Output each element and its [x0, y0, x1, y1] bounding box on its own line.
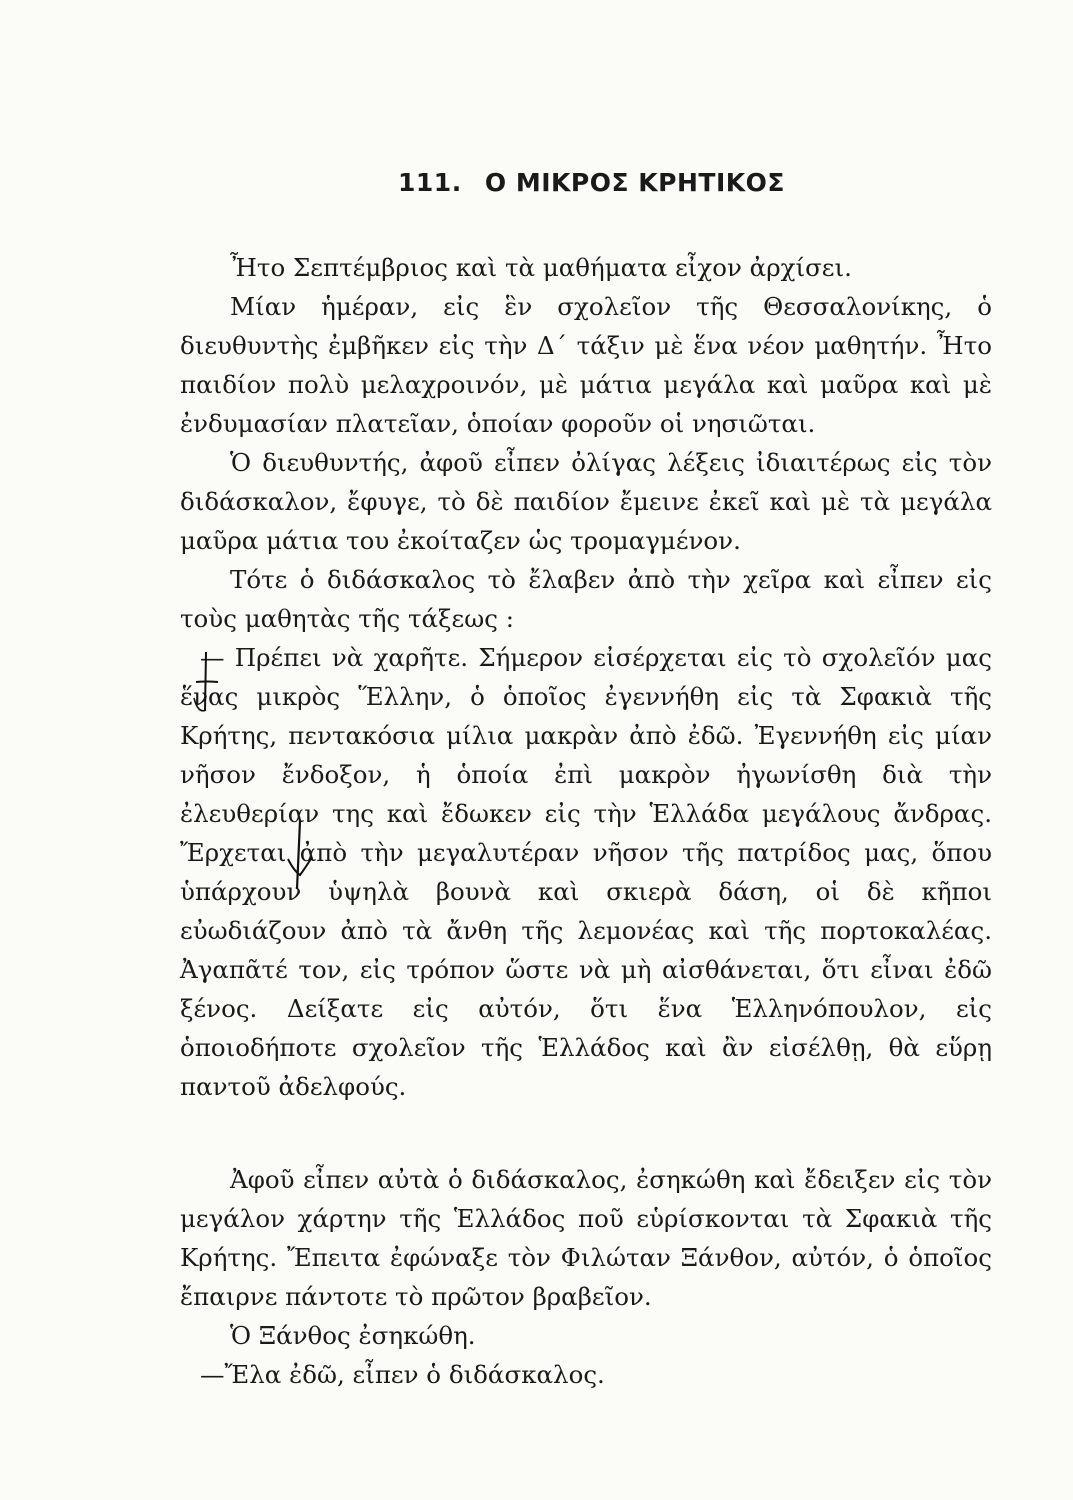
paragraph-8: —Ἔλα ἐδῶ, εἶπεν ὁ διδάσκαλος.	[200, 1360, 605, 1389]
chapter-heading	[0, 168, 1073, 197]
body-text-continued	[180, 1160, 992, 1394]
paragraph-4: Τότε ὁ διδάσκαλος τὸ ἔλαβεν ἀπὸ τὴν χεῖρα καὶ εἶπεν εἰς τοὺς μαθητὰς τῆς τάξεως :	[180, 565, 992, 633]
paragraph-1: Ἦτο Σεπτέμβριος καὶ τὰ μαθήματα εἶχον ἀρχίσει.	[230, 253, 852, 282]
paragraph-speech: — Πρέπει νὰ χαρῆτε. Σήμερον εἰσέρχεται εἰς τὸ σχολεῖόν μας ἕνας μικρὸς Ἕλλην, ὁ ὁποῖος ἐγεννήθη εἰς τὰ Σφακιὰ τῆς Κρήτης, πεντακόσια μίλια μακρὰν ἀπὸ ἐδῶ. Ἐγεννήθη εἰς μίαν νῆσον ἔνδοξον, ἡ ὁποία ἐπὶ μακρὸν ἠγωνίσθη διὰ τὴν ἐλευθερίαν της καὶ ἔδωκεν εἰς τὴν Ἑλλάδα μεγάλους ἄνδρας. Ἔρχεται ἀπὸ τὴν μεγαλυτέραν νῆσον τῆς πατρίδος μας, ὅπου ὑπάρχουν ὑψηλὰ βουνὰ καὶ σκιερὰ δάση, οἱ δὲ κῆποι εὐωδιάζουν ἀπὸ τὰ ἄνθη τῆς λεμονέας καὶ τῆς πορτοκαλέας. Ἀγαπᾶτέ τον, εἰς τρόπον ὥστε νὰ μὴ αἰσθάνεται, ὅτι εἶναι ἐδῶ ξένος. Δείξατε εἰς αὐτόν, ὅτι ἕνα Ἑλληνόπουλον, εἰς ὁποιοδήποτε σχολεῖον τῆς Ἑλλάδος καὶ ἂν εἰσέλθῃ, θὰ εὕρῃ παντοῦ ἀδελφούς.	[180, 643, 992, 1101]
paragraph-2: Μίαν ἡμέραν, εἰς ἓν σχολεῖον τῆς Θεσσαλονίκης, ὁ διευθυντὴς ἐμβῆκεν εἰς τὴν Δ΄ τάξιν μὲ ἕνα νέον μαθητήν. Ἦτο παιδίον πολὺ μελαχροινόν, μὲ μάτια μεγάλα καὶ μαῦρα καὶ μὲ ἐνδυμασίαν πλατεῖαν, ὁποίαν φοροῦν οἱ νησιῶται.	[180, 292, 992, 438]
body-text-main	[180, 248, 992, 1106]
paragraph-6: Ἀφοῦ εἶπεν αὐτὰ ὁ διδάσκαλος, ἐσηκώθη καὶ ἔδειξεν εἰς τὸν μεγάλον χάρτην τῆς Ἑλλάδος ποῦ εὑρίσκονται τὰ Σφακιὰ τῆς Κρήτης. Ἔπειτα ἐφώναξε τὸν Φιλώταν Ξάνθον, αὐτόν, ὁ ὁποῖος ἔπαιρνε πάντοτε τὸ πρῶτον βραβεῖον.	[180, 1165, 992, 1311]
paragraph-7: Ὁ Ξάνθος ἐσηκώθη.	[230, 1321, 476, 1350]
chapter-number: 111.	[398, 168, 462, 197]
paragraph-3: Ὁ διευθυντής, ἀφοῦ εἶπεν ὀλίγας λέξεις ἰδιαιτέρως εἰς τὸν διδάσκαλον, ἔφυγε, τὸ δὲ παιδίον ἔμεινε ἐκεῖ καὶ μὲ τὰ μεγάλα μαῦρα μάτια του ἐκοίταζεν ὡς τρομαγμένον.	[180, 448, 992, 555]
chapter-title: Ο ΜΙΚΡΟΣ ΚΡΗΤΙΚΟΣ	[484, 168, 785, 197]
